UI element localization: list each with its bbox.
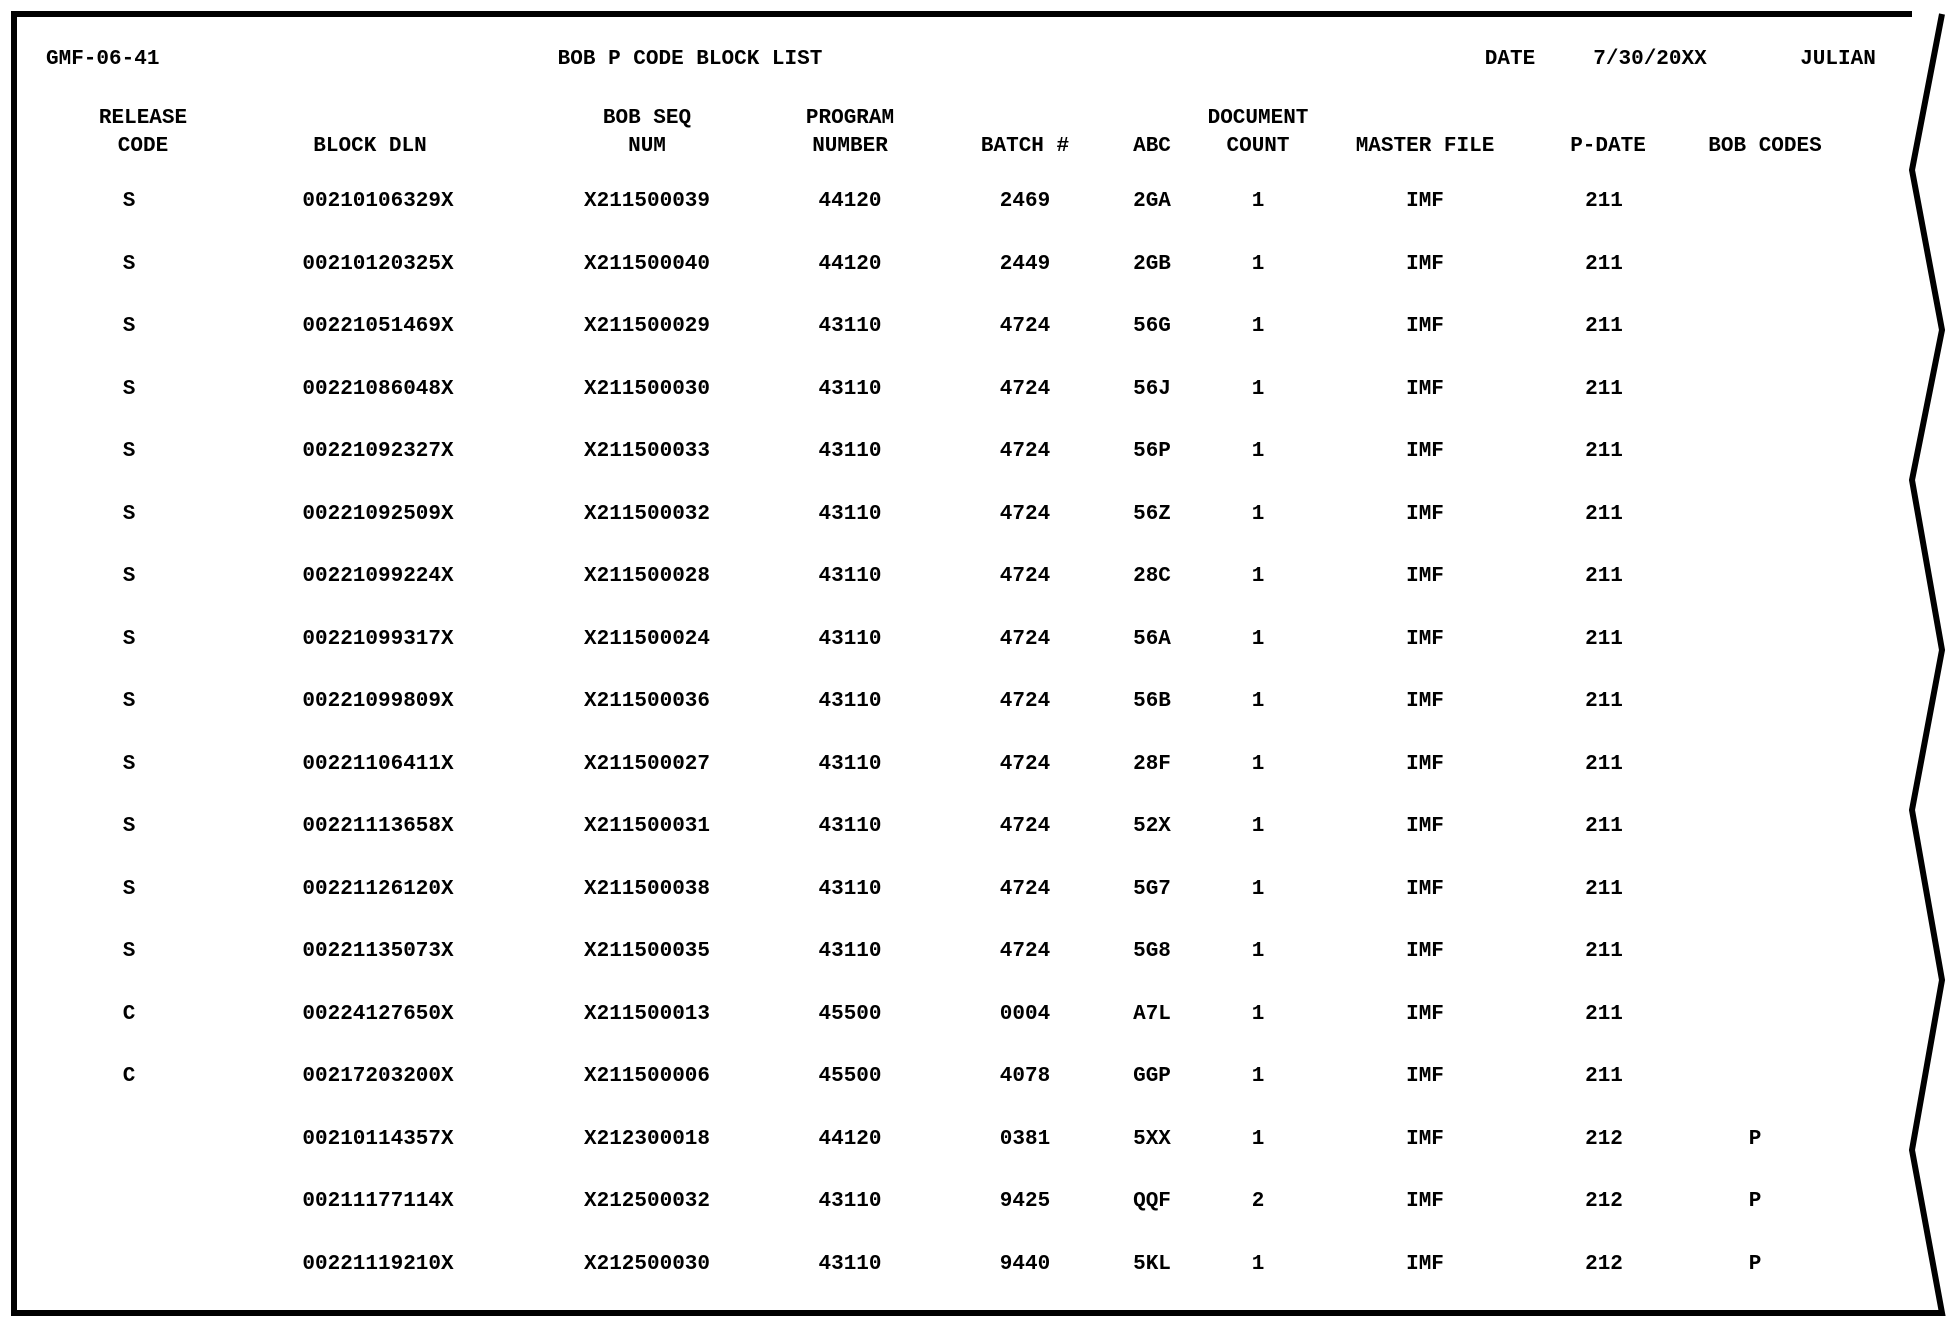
cell-program-number: 43110 xyxy=(818,502,882,526)
cell-p-date: 211 xyxy=(1585,502,1623,526)
cell-master-file: IMF xyxy=(1406,377,1444,401)
cell-block-dln: 00221092327X xyxy=(302,440,454,463)
cell-program-number: 44120 xyxy=(818,252,882,276)
cell-document-count: 2 xyxy=(1251,1190,1265,1213)
cell-program-number: 43110 xyxy=(818,627,882,651)
date-label: DATE xyxy=(1484,48,1536,71)
cell-program-number: 43110 xyxy=(818,440,882,463)
cell-abc: 5XX xyxy=(1133,1127,1171,1151)
cell-document-count: 1 xyxy=(1251,1127,1265,1151)
cell-bob-seq-num: X211500027 xyxy=(583,752,711,776)
cell-master-file: IMF xyxy=(1406,1190,1444,1213)
cell-document-count: 1 xyxy=(1251,752,1265,776)
cell-master-file: IMF xyxy=(1406,940,1444,963)
cell-document-count: 1 xyxy=(1251,565,1265,588)
cell-master-file: IMF xyxy=(1406,565,1444,588)
cell-p-date: 211 xyxy=(1585,877,1623,901)
cell-release-code: S xyxy=(122,440,136,463)
cell-document-count: 1 xyxy=(1251,690,1265,713)
cell-document-count: 1 xyxy=(1251,1002,1265,1026)
cell-block-dln: 00221099809X xyxy=(302,690,454,713)
cell-bob-seq-num: X211500013 xyxy=(583,1002,711,1026)
cell-block-dln: 00221099317X xyxy=(302,627,454,651)
column-header-abc: ABC xyxy=(1133,135,1171,158)
cell-program-number: 43110 xyxy=(818,1190,882,1213)
cell-bob-seq-num: X212500030 xyxy=(583,1252,711,1276)
cell-p-date: 211 xyxy=(1585,627,1623,651)
cell-batch: 2449 xyxy=(999,252,1051,276)
cell-bob-codes: P xyxy=(1748,1190,1762,1213)
cell-master-file: IMF xyxy=(1406,190,1444,213)
column-header-document-count-line1: DOCUMENT xyxy=(1207,107,1309,130)
cell-release-code: S xyxy=(122,502,136,526)
cell-batch: 9440 xyxy=(999,1252,1051,1276)
cell-abc: GGP xyxy=(1133,1065,1171,1088)
cell-release-code: S xyxy=(122,377,136,401)
cell-block-dln: 00210106329X xyxy=(302,190,454,213)
cell-bob-seq-num: X212300018 xyxy=(583,1127,711,1151)
cell-master-file: IMF xyxy=(1406,627,1444,651)
cell-bob-seq-num: X211500029 xyxy=(583,315,711,338)
cell-block-dln: 00221135073X xyxy=(302,940,454,963)
cell-p-date: 211 xyxy=(1585,690,1623,713)
cell-release-code: S xyxy=(122,940,136,963)
cell-master-file: IMF xyxy=(1406,440,1444,463)
cell-bob-codes: P xyxy=(1748,1127,1762,1151)
cell-block-dln: 00221051469X xyxy=(302,315,454,338)
column-header-p-date: P-DATE xyxy=(1570,135,1646,158)
cell-release-code: S xyxy=(122,690,136,713)
cell-batch: 4724 xyxy=(999,940,1051,963)
form-id: GMF-06-41 xyxy=(46,48,160,71)
cell-master-file: IMF xyxy=(1406,1252,1444,1276)
cell-block-dln: 00210120325X xyxy=(302,252,454,276)
cell-bob-codes: P xyxy=(1748,1252,1762,1276)
cell-program-number: 43110 xyxy=(818,752,882,776)
cell-p-date: 211 xyxy=(1585,377,1623,401)
cell-abc: 2GB xyxy=(1133,252,1171,276)
cell-p-date: 211 xyxy=(1585,1002,1623,1026)
column-header-program-number: NUMBER xyxy=(812,135,888,158)
column-header-batch: BATCH # xyxy=(980,135,1070,158)
cell-program-number: 44120 xyxy=(818,1127,882,1151)
cell-document-count: 1 xyxy=(1251,252,1265,276)
cell-release-code: S xyxy=(122,877,136,901)
column-header-block-dln: BLOCK DLN xyxy=(313,135,427,158)
date-value: 7/30/20XX xyxy=(1593,48,1707,71)
cell-bob-seq-num: X211500031 xyxy=(583,815,711,838)
column-header-program-number-line1: PROGRAM xyxy=(805,107,895,130)
cell-release-code: S xyxy=(122,315,136,338)
cell-document-count: 1 xyxy=(1251,502,1265,526)
cell-program-number: 43110 xyxy=(818,1252,882,1276)
cell-batch: 4724 xyxy=(999,315,1051,338)
cell-batch: 4724 xyxy=(999,752,1051,776)
cell-batch: 4724 xyxy=(999,815,1051,838)
cell-batch: 4724 xyxy=(999,627,1051,651)
cell-p-date: 211 xyxy=(1585,315,1623,338)
cell-batch: 4724 xyxy=(999,565,1051,588)
cell-abc: 2GA xyxy=(1133,190,1171,213)
cell-program-number: 43110 xyxy=(818,377,882,401)
cell-batch: 4724 xyxy=(999,502,1051,526)
cell-abc: 56A xyxy=(1133,627,1171,651)
cell-abc: 28C xyxy=(1133,565,1171,588)
cell-document-count: 1 xyxy=(1251,190,1265,213)
cell-p-date: 211 xyxy=(1585,940,1623,963)
cell-abc: 5G7 xyxy=(1133,877,1171,901)
cell-master-file: IMF xyxy=(1406,1002,1444,1026)
cell-program-number: 43110 xyxy=(818,877,882,901)
cell-batch: 4078 xyxy=(999,1065,1051,1088)
cell-batch: 0004 xyxy=(999,1002,1051,1026)
cell-bob-seq-num: X211500038 xyxy=(583,877,711,901)
cell-bob-seq-num: X211500035 xyxy=(583,940,711,963)
cell-block-dln: 00221126120X xyxy=(302,877,454,901)
cell-master-file: IMF xyxy=(1406,752,1444,776)
cell-program-number: 43110 xyxy=(818,690,882,713)
cell-abc: 56P xyxy=(1133,440,1171,463)
report-title: BOB P CODE BLOCK LIST xyxy=(557,48,823,71)
column-header-document-count: COUNT xyxy=(1226,135,1290,158)
cell-batch: 4724 xyxy=(999,877,1051,901)
cell-master-file: IMF xyxy=(1406,1127,1444,1151)
cell-bob-seq-num: X211500039 xyxy=(583,190,711,213)
cell-program-number: 43110 xyxy=(818,565,882,588)
cell-bob-seq-num: X211500028 xyxy=(583,565,711,588)
cell-block-dln: 00210114357X xyxy=(302,1127,454,1151)
cell-document-count: 1 xyxy=(1251,815,1265,838)
cell-master-file: IMF xyxy=(1406,815,1444,838)
cell-bob-seq-num: X211500040 xyxy=(583,252,711,276)
cell-document-count: 1 xyxy=(1251,1252,1265,1276)
cell-abc: 56G xyxy=(1133,315,1171,338)
cell-release-code: S xyxy=(122,565,136,588)
cell-p-date: 212 xyxy=(1585,1190,1623,1213)
cell-program-number: 45500 xyxy=(818,1065,882,1088)
cell-program-number: 43110 xyxy=(818,315,882,338)
cell-abc: A7L xyxy=(1133,1002,1171,1026)
cell-abc: 56J xyxy=(1133,377,1171,401)
cell-block-dln: 00221106411X xyxy=(302,752,454,776)
cell-master-file: IMF xyxy=(1406,315,1444,338)
cell-p-date: 212 xyxy=(1585,1252,1623,1276)
cell-document-count: 1 xyxy=(1251,377,1265,401)
column-header-bob-seq-num: NUM xyxy=(628,135,666,158)
cell-bob-seq-num: X212500032 xyxy=(583,1190,711,1213)
cell-abc: 5G8 xyxy=(1133,940,1171,963)
cell-block-dln: 00224127650X xyxy=(302,1002,454,1026)
cell-batch: 4724 xyxy=(999,440,1051,463)
cell-p-date: 211 xyxy=(1585,252,1623,276)
cell-master-file: IMF xyxy=(1406,690,1444,713)
cell-program-number: 43110 xyxy=(818,815,882,838)
cell-p-date: 211 xyxy=(1585,752,1623,776)
cell-block-dln: 00221113658X xyxy=(302,815,454,838)
cell-abc: 28F xyxy=(1133,752,1171,776)
cell-bob-seq-num: X211500033 xyxy=(583,440,711,463)
cell-document-count: 1 xyxy=(1251,315,1265,338)
cell-document-count: 1 xyxy=(1251,940,1265,963)
cell-block-dln: 00221119210X xyxy=(302,1252,454,1276)
cell-batch: 4724 xyxy=(999,377,1051,401)
column-header-release-code: CODE xyxy=(117,135,169,158)
cell-master-file: IMF xyxy=(1406,877,1444,901)
cell-bob-seq-num: X211500036 xyxy=(583,690,711,713)
cell-batch: 2469 xyxy=(999,190,1051,213)
cell-program-number: 44120 xyxy=(818,190,882,213)
cell-batch: 9425 xyxy=(999,1190,1051,1213)
cell-release-code: C xyxy=(122,1002,136,1026)
cell-batch: 4724 xyxy=(999,690,1051,713)
column-header-release-code-line1: RELEASE xyxy=(98,107,188,130)
cell-batch: 0381 xyxy=(999,1127,1051,1151)
cell-release-code: S xyxy=(122,815,136,838)
cell-abc: 56B xyxy=(1133,690,1171,713)
cell-release-code: C xyxy=(122,1065,136,1088)
cell-bob-seq-num: X211500030 xyxy=(583,377,711,401)
cell-program-number: 43110 xyxy=(818,940,882,963)
cell-p-date: 211 xyxy=(1585,190,1623,213)
cell-abc: 5KL xyxy=(1133,1252,1171,1276)
cell-abc: 52X xyxy=(1133,815,1171,838)
cell-bob-seq-num: X211500024 xyxy=(583,627,711,651)
column-header-master-file: MASTER FILE xyxy=(1355,135,1495,158)
cell-bob-seq-num: X211500032 xyxy=(583,502,711,526)
cell-master-file: IMF xyxy=(1406,252,1444,276)
cell-p-date: 211 xyxy=(1585,440,1623,463)
cell-p-date: 211 xyxy=(1585,565,1623,588)
cell-document-count: 1 xyxy=(1251,440,1265,463)
cell-document-count: 1 xyxy=(1251,1065,1265,1088)
cell-p-date: 212 xyxy=(1585,1127,1623,1151)
cell-release-code: S xyxy=(122,190,136,213)
column-header-bob-seq-num-line1: BOB SEQ xyxy=(602,107,692,130)
cell-master-file: IMF xyxy=(1406,502,1444,526)
cell-document-count: 1 xyxy=(1251,627,1265,651)
cell-document-count: 1 xyxy=(1251,877,1265,901)
cell-bob-seq-num: X211500006 xyxy=(583,1065,711,1088)
cell-master-file: IMF xyxy=(1406,1065,1444,1088)
julian-label: JULIAN xyxy=(1800,48,1876,71)
cell-block-dln: 00221086048X xyxy=(302,377,454,401)
cell-block-dln: 00221092509X xyxy=(302,502,454,526)
cell-block-dln: 00217203200X xyxy=(302,1065,454,1088)
column-header-bob-codes: BOB CODES xyxy=(1708,135,1822,158)
cell-p-date: 211 xyxy=(1585,815,1623,838)
cell-release-code: S xyxy=(122,252,136,276)
cell-p-date: 211 xyxy=(1585,1065,1623,1088)
cell-release-code: S xyxy=(122,752,136,776)
cell-release-code: S xyxy=(122,627,136,651)
cell-abc: 56Z xyxy=(1133,502,1171,526)
cell-program-number: 45500 xyxy=(818,1002,882,1026)
cell-block-dln: 00221099224X xyxy=(302,565,454,588)
cell-abc: QQF xyxy=(1133,1190,1171,1213)
cell-block-dln: 00211177114X xyxy=(302,1190,454,1213)
